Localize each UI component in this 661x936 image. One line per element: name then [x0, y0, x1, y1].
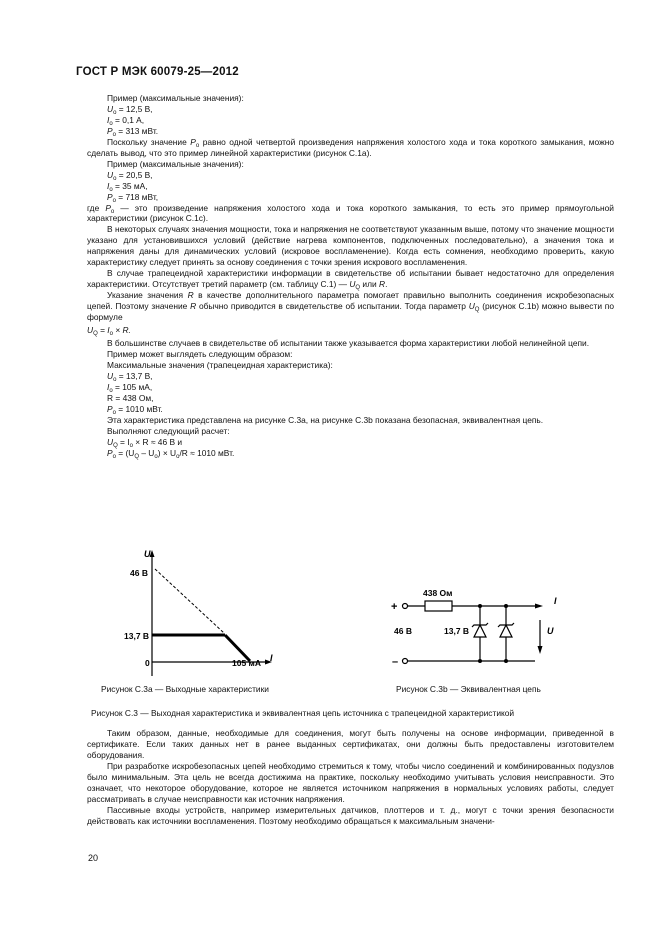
- y-label-46v: 46 В: [130, 568, 148, 578]
- paragraph: При разработке искробезопасных цепей необходимо стремиться к тому, чтобы число соединений и комбинированных подузлов было минимальным. Эта цель не всегда достижима на практике, поскольку необходимо учитывать условия неисправности. Это означает, что некоторое оборудование, которое не является источником напряжения в нормальных условиях работы, следует рассматривать в случае неисправности как источник напряжения.: [87, 760, 614, 804]
- example-line: $U_o = 12,5$ В,: [107, 103, 153, 116]
- example-line: $I_o = 35$ мА,: [107, 180, 148, 193]
- figure-a-caption: Рисунок С.3а — Выходные характеристики: [101, 684, 269, 694]
- dashed-load-line: [155, 569, 224, 633]
- paragraph: Эта характеристика представлена на рисунке С.3а, на рисунке С.3b показана безопасная, эквивалентная цепь.: [107, 414, 544, 425]
- calculation-line: $P_o = (U_Q - U_o) \times U_o/R \approx 1010$ мВт.: [107, 447, 235, 460]
- paragraph: Таким образом, данные, необходимые для соединения, могут быть получены на основе информации, приведенной в сертификате. Если таких данных нет в ранее выданных сертификатах, они должны быть предоставлены изготовителем оборудования.: [87, 728, 614, 760]
- page-number: 20: [88, 853, 99, 863]
- current-symbol: I: [554, 596, 557, 606]
- paragraph: Пассивные входы устройств, например измерительных датчиков, плоттеров и т. д., могут с точки зрения безопасности действовать как источники воспламенения. Поэтому необходимо обращаться к максимальным значени-: [87, 804, 614, 826]
- example-line: $I_o = 0,1$ А,: [107, 114, 145, 127]
- figure-c3-caption: Рисунок С.3 — Выходная характеристика и эквивалентная цепь источника с трапецеидной характеристикой: [91, 708, 515, 718]
- example-line: $P_o = 1010$ мВт.: [107, 403, 163, 416]
- example-line: $I_o = 105$ мА,: [107, 381, 153, 394]
- y-label-13-7v: 13,7 В: [124, 631, 150, 641]
- paragraph: В случае трапецеидной характеристики информации в свидетельстве об испытании бывает недостаточно для определения характеристики. Отсутствует третий параметр (см. таблицу С.1) — $U_Q$ или R.: [87, 268, 614, 292]
- y-axis-symbol: U: [144, 549, 151, 559]
- source-voltage-label: 46 В: [394, 626, 412, 636]
- resistor-symbol: [425, 601, 452, 611]
- current-arrow-icon: [535, 604, 543, 609]
- zener-diode-2-icon: [498, 623, 514, 637]
- voltage-symbol: U: [547, 626, 554, 636]
- paragraph: Максимальные значения (трапецеидная характеристика):: [107, 359, 333, 370]
- body-text-bottom: [87, 728, 614, 827]
- paragraph: Указание значения R в качестве дополнительного параметра помогает правильно выполнить соединения искробезопасных цепей. Поэтому значение R обычно приводится в свидетельстве об испытании. Тогда параметр $U_Q$ (рисунок С.1b) можно вывести по формуле: [87, 290, 614, 323]
- zener-diode-1-icon: [472, 623, 488, 637]
- paragraph: Пример (максимальные значения):: [107, 158, 244, 169]
- plus-terminal: [403, 604, 408, 609]
- formula: $U_Q = I_o \times R$.: [87, 325, 131, 338]
- example-line: $P_o = 718$ мВт,: [107, 191, 159, 204]
- document-header: ГОСТ Р МЭК 60079-25—2012: [76, 66, 239, 78]
- equivalent-circuit-diagram: [391, 588, 557, 668]
- zener-voltage-label: 13,7 В: [444, 626, 470, 636]
- paragraph: Выполняют следующий расчет:: [107, 425, 230, 436]
- x-axis-symbol: I: [270, 653, 273, 663]
- x-label-105ma: 105 мА: [232, 658, 261, 668]
- example-line: $U_o = 20,5$ В,: [107, 169, 153, 182]
- voltage-arrow-icon: [538, 646, 543, 654]
- figure-b-caption: Рисунок С.3b — Эквивалентная цепь: [396, 684, 541, 694]
- paragraph: В некоторых случаях значения мощности, тока и напряжения не соответствуют указанным выше, потому что значение мощности указано для установившихся условий (действие нагрева компонентов, подключенных последовательно), а значения тока и напряжения даны для динамических условий (искровое воспламенение). Когда есть сомнения, необходимо проверить, какую характеристику следует принять за основу соединения с точки зрения искрового воспламенения.: [87, 224, 614, 268]
- plus-sign: +: [391, 601, 398, 613]
- paragraph: Пример может выглядеть следующим образом:: [107, 348, 293, 359]
- figure-c3: [0, 548, 661, 694]
- example-line: $P_o = 313$ мВт.: [107, 125, 159, 138]
- minus-terminal: [403, 659, 408, 664]
- paragraph: где $P_o$ — это произведение напряжения холостого хода и тока короткого замыкания, то есть это пример прямоугольной характеристики (рисунок С.1с).: [87, 202, 614, 224]
- example-line: $U_o = 13,7$ В,: [107, 370, 153, 383]
- output-characteristic-plot: [124, 549, 273, 676]
- minus-sign: –: [392, 656, 399, 668]
- example-line: R = 438 Ом,: [107, 392, 154, 403]
- calculation-line: $U_Q = I_o \times R \approx 46$ В и: [107, 436, 183, 449]
- origin-label: 0: [145, 658, 150, 668]
- body-text-top: [87, 93, 614, 458]
- paragraph: Поскольку значение $P_o$ равно одной четвертой произведения напряжения холостого хода и тока короткого замыкания, можно сделать вывод, что это пример линейной характеристики (рисунок С.1а).: [87, 136, 614, 158]
- resistor-label: 438 Ом: [423, 588, 453, 598]
- figure-c3-drawing: [0, 548, 661, 688]
- paragraph: Пример (максимальные значения):: [107, 93, 244, 103]
- paragraph: В большинстве случаев в свидетельстве об испытании также указывается форма характеристики любой нелинейной цепи.: [107, 337, 590, 348]
